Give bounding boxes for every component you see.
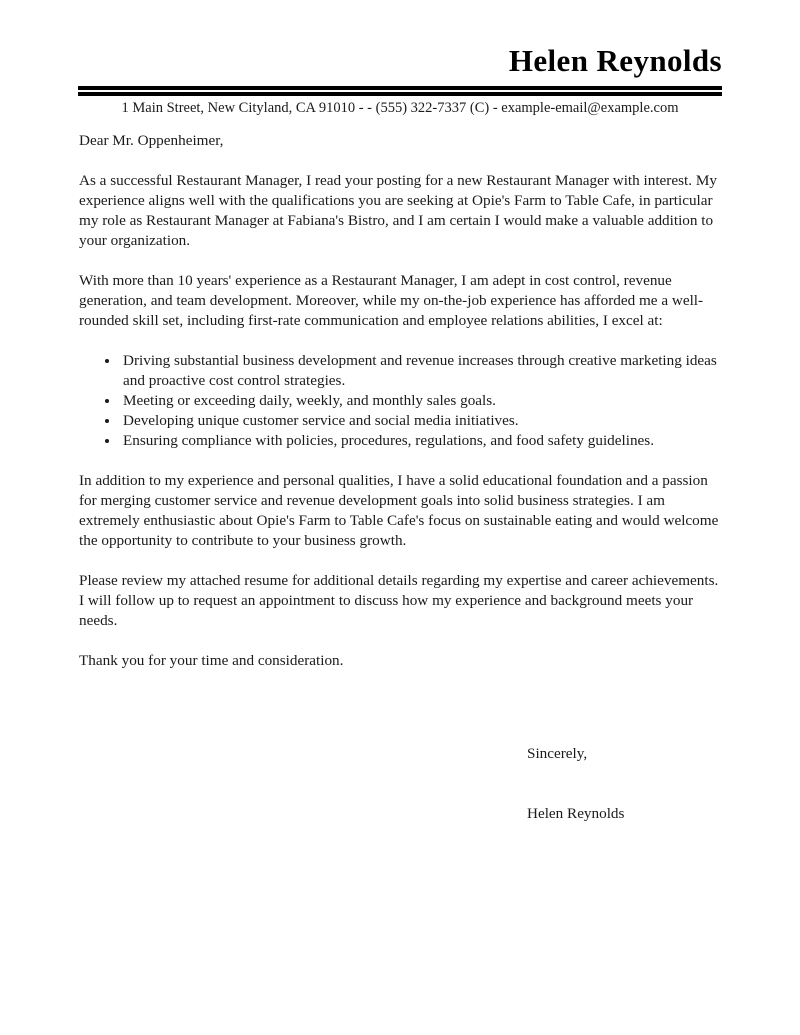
body-paragraph-1: As a successful Restaurant Manager, I read your posting for a new Restaurant Manager with interest. My experience aligns well with the qualifications you are seeking at Opie's Farm to Table Cafe, in particular my role as Restaurant Manager at Fabiana's Bistro, and I am certain I would make a valuable addition to your organization. [79, 172, 717, 249]
letterhead [78, 44, 722, 96]
list-item: Ensuring compliance with policies, procedures, regulations, and food safety guidelines. [103, 431, 722, 451]
closing-paragraph-2: Please review my attached resume for additional details regarding my expertise and career achievements. I will follow up to request an appointment to discuss how my experience and background meets your needs. [79, 572, 719, 629]
letterhead-rule-lower [78, 92, 722, 96]
letterhead-double-rule [78, 86, 722, 96]
letterhead-name: Helen Reynolds [508, 43, 722, 78]
closing-paragraph-1: In addition to my experience and personal qualities, I have a solid educational foundation and a passion for merging customer service and revenue development goals into solid business strategies. I am extremely enthusiastic about Opie's Farm to Table Cafe's focus on sustainable eating and would welcome the opportunity to contribute to your business growth. [79, 472, 719, 549]
signature-block [527, 744, 624, 824]
closing-paragraph-3: Thank you for your time and consideration. [79, 652, 344, 669]
list-item: Driving substantial business development and revenue increases through creative marketing ideas and proactive cost control strategies. [103, 351, 722, 391]
body-paragraph-2: With more than 10 years' experience as a Restaurant Manager, I am adept in cost control, revenue generation, and team development. Moreover, while my on-the-job experience has afforded me a well-rounded skill set, including first-rate communication and employee relations abilities, I excel at: [79, 272, 704, 329]
letter-body [79, 131, 722, 671]
salutation: Dear Mr. Oppenheimer, [79, 132, 224, 149]
list-item: Meeting or exceeding daily, weekly, and monthly sales goals. [103, 391, 722, 411]
contact-info-line: 1 Main Street, New Cityland, CA 91010 - - (555) 322-7337 (C) - example-email@example.com [121, 100, 679, 116]
signature-name: Helen Reynolds [527, 805, 625, 822]
qualifications-list [79, 351, 722, 451]
sign-off: Sincerely, [527, 745, 588, 762]
list-item: Developing unique customer service and social media initiatives. [103, 411, 722, 431]
